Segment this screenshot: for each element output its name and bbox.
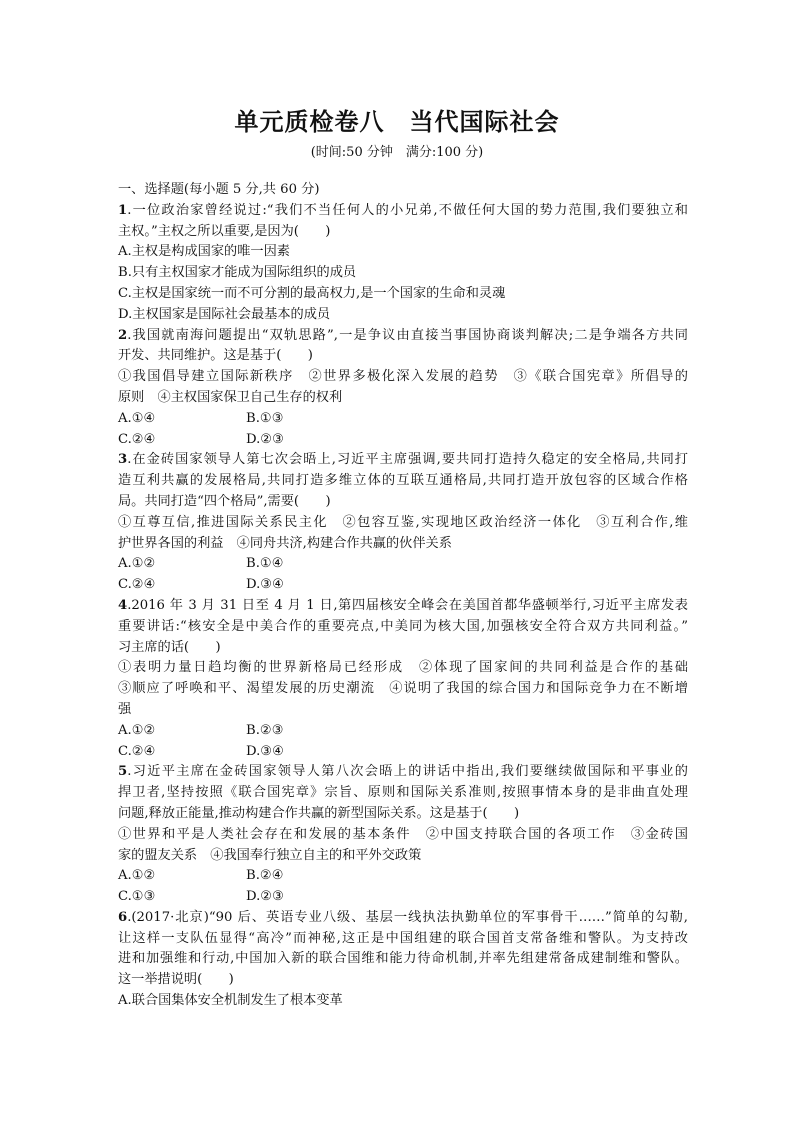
- statement-line: 护世界各国的利益 ④同舟共济,构建合作共赢的伙伴关系: [118, 535, 452, 551]
- question-stem-line: 习主席的话( ): [118, 639, 221, 655]
- question-5: [118, 762, 688, 908]
- option-line: A.联合国集体安全机制发生了根本变革: [118, 993, 343, 1009]
- option-a: A.①②: [118, 722, 156, 738]
- option-a: A.①②: [118, 556, 156, 572]
- option-b: B.①③: [246, 410, 284, 426]
- statement-line: 强: [118, 701, 132, 717]
- question-stem-line: 这一举措说明( ): [118, 972, 234, 988]
- question-number: 1: [118, 202, 128, 218]
- question-6: [118, 908, 688, 1012]
- option-b: B.①④: [246, 556, 284, 572]
- option-row: [118, 575, 688, 596]
- option-row: [118, 887, 688, 908]
- option-a: A.①④: [118, 410, 156, 426]
- option-row: [118, 742, 688, 763]
- stem-text: .我国就南海问题提出“双轨思路”,一是争议由直接当事国协商谈判解决;二是争端各方共同: [127, 327, 688, 343]
- question-number: 3: [118, 452, 128, 468]
- option-d: D.③④: [246, 743, 284, 759]
- question-number: 2: [118, 327, 128, 343]
- question-1: [118, 201, 688, 326]
- option-c: C.②④: [118, 743, 156, 759]
- option-line: C.主权是国家统一而不可分割的最高权力,是一个国家的生命和灵魂: [118, 285, 506, 301]
- option-row: [118, 430, 688, 451]
- statement-line: ③顺应了呼唤和平、渴望发展的历史潮流 ④说明了我国的综合国力和国际竞争力在不断增: [118, 681, 688, 697]
- option-c: C.②④: [118, 577, 156, 593]
- stem-text: .在金砖国家领导人第七次会晤上,习近平主席强调,要共同打造持久稳定的安全格局,共同打: [127, 452, 688, 468]
- question-stem-line: [118, 326, 688, 347]
- question-number: 6: [118, 909, 128, 925]
- statement-line: ①互尊互信,推进国际关系民主化 ②包容互鉴,实现地区政治经济一体化 ③互利合作,维: [118, 514, 688, 530]
- question-stem-line: [118, 450, 688, 471]
- question-stem-line: 问题,释放正能量,推动构建合作共赢的新型国际关系。这是基于( ): [118, 805, 520, 821]
- option-d: D.②③: [246, 431, 284, 447]
- section-heading: 一、选择题(每小题 5 分,共 60 分): [118, 182, 320, 197]
- question-stem-line: 局。共同打造“四个格局”,需要( ): [118, 493, 331, 509]
- stem-text: .(2017·北京)“90 后、英语专业八级、基层一线执法执勤单位的军事骨干……”简单的勾勒,: [127, 909, 688, 925]
- statement-line: ①世界和平是人类社会存在和发展的基本条件 ②中国支持联合国的各项工作 ③金砖国: [118, 826, 688, 842]
- stem-text: .2016 年 3 月 31 日至 4 月 1 日,第四届核安全峰会在美国首都华盛顿举行,习近平主席发表: [127, 597, 688, 613]
- page-title: 单元质检卷八 当代国际社会: [234, 108, 560, 136]
- option-d: D.③④: [246, 577, 284, 593]
- question-stem-line: [118, 201, 688, 222]
- option-b: B.②④: [246, 868, 284, 884]
- question-stem-line: 重要讲话:“核安全是中美合作的重要亮点,中美同为核大国,加强核安全符合双方共同利益。”: [118, 618, 688, 634]
- question-stem-line: 让这样一支队伍显得“高冷”而神秘,这正是中国组建的联合国首支常备维和警队。为支持改: [118, 930, 688, 946]
- option-row: [118, 721, 688, 742]
- question-stem-line: [118, 908, 688, 929]
- question-number: 5: [118, 764, 128, 780]
- option-c: C.①③: [118, 889, 156, 905]
- question-stem-line: 进和加强维和行动,中国加入新的联合国维和能力待命机制,并率先组建常备成建制维和警队。: [118, 951, 688, 967]
- option-line: B.只有主权国家才能成为国际组织的成员: [118, 265, 357, 281]
- question-stem-line: 捍卫者,坚持按照《联合国宪章》宗旨、原则和国际关系准则,按照事情本身的是非曲直处理: [118, 785, 688, 801]
- statement-line: ①表明力量日趋均衡的世界新格局已经形成 ②体现了国家间的共同利益是合作的基础: [118, 660, 688, 676]
- option-line: D.主权国家是国际社会最基本的成员: [118, 306, 331, 322]
- option-b: B.②③: [246, 722, 284, 738]
- question-content: [118, 180, 688, 1012]
- statement-line: ①我国倡导建立国际新秩序 ②世界多极化深入发展的趋势 ③《联合国宪章》所倡导的: [118, 369, 688, 385]
- question-4: [118, 596, 688, 762]
- option-a: A.①②: [118, 868, 156, 884]
- statement-line: 原则 ④主权国家保卫自己生存的权利: [118, 389, 343, 405]
- option-row: [118, 866, 688, 887]
- stem-text: .一位政治家曾经说过:“我们不当任何人的小兄弟,不做任何大国的势力范围,我们要独立和: [127, 202, 688, 218]
- question-3: [118, 450, 688, 596]
- question-number: 4: [118, 597, 128, 613]
- question-stem-line: [118, 762, 688, 783]
- question-stem-line: 造互利共赢的发展格局,共同打造多维立体的互联互通格局,共同打造开放包容的区域合作格: [118, 473, 688, 489]
- page-subtitle: (时间:50 分钟 满分:100 分): [310, 145, 484, 160]
- stem-text: .习近平主席在金砖国家领导人第八次会晤上的讲话中指出,我们要继续做国际和平事业的: [127, 764, 688, 780]
- question-stem-line: 主权。”主权之所以重要,是因为( ): [118, 223, 331, 239]
- option-row: [118, 409, 688, 430]
- option-c: C.②④: [118, 431, 156, 447]
- option-row: [118, 554, 688, 575]
- option-line: A.主权是构成国家的唯一因素: [118, 244, 290, 260]
- question-stem-line: [118, 596, 688, 617]
- question-2: [118, 326, 688, 451]
- statement-line: 家的盟友关系 ④我国奉行独立自主的和平外交政策: [118, 847, 422, 863]
- option-d: D.②③: [246, 889, 284, 905]
- question-stem-line: 开发、共同维护。这是基于( ): [118, 348, 313, 364]
